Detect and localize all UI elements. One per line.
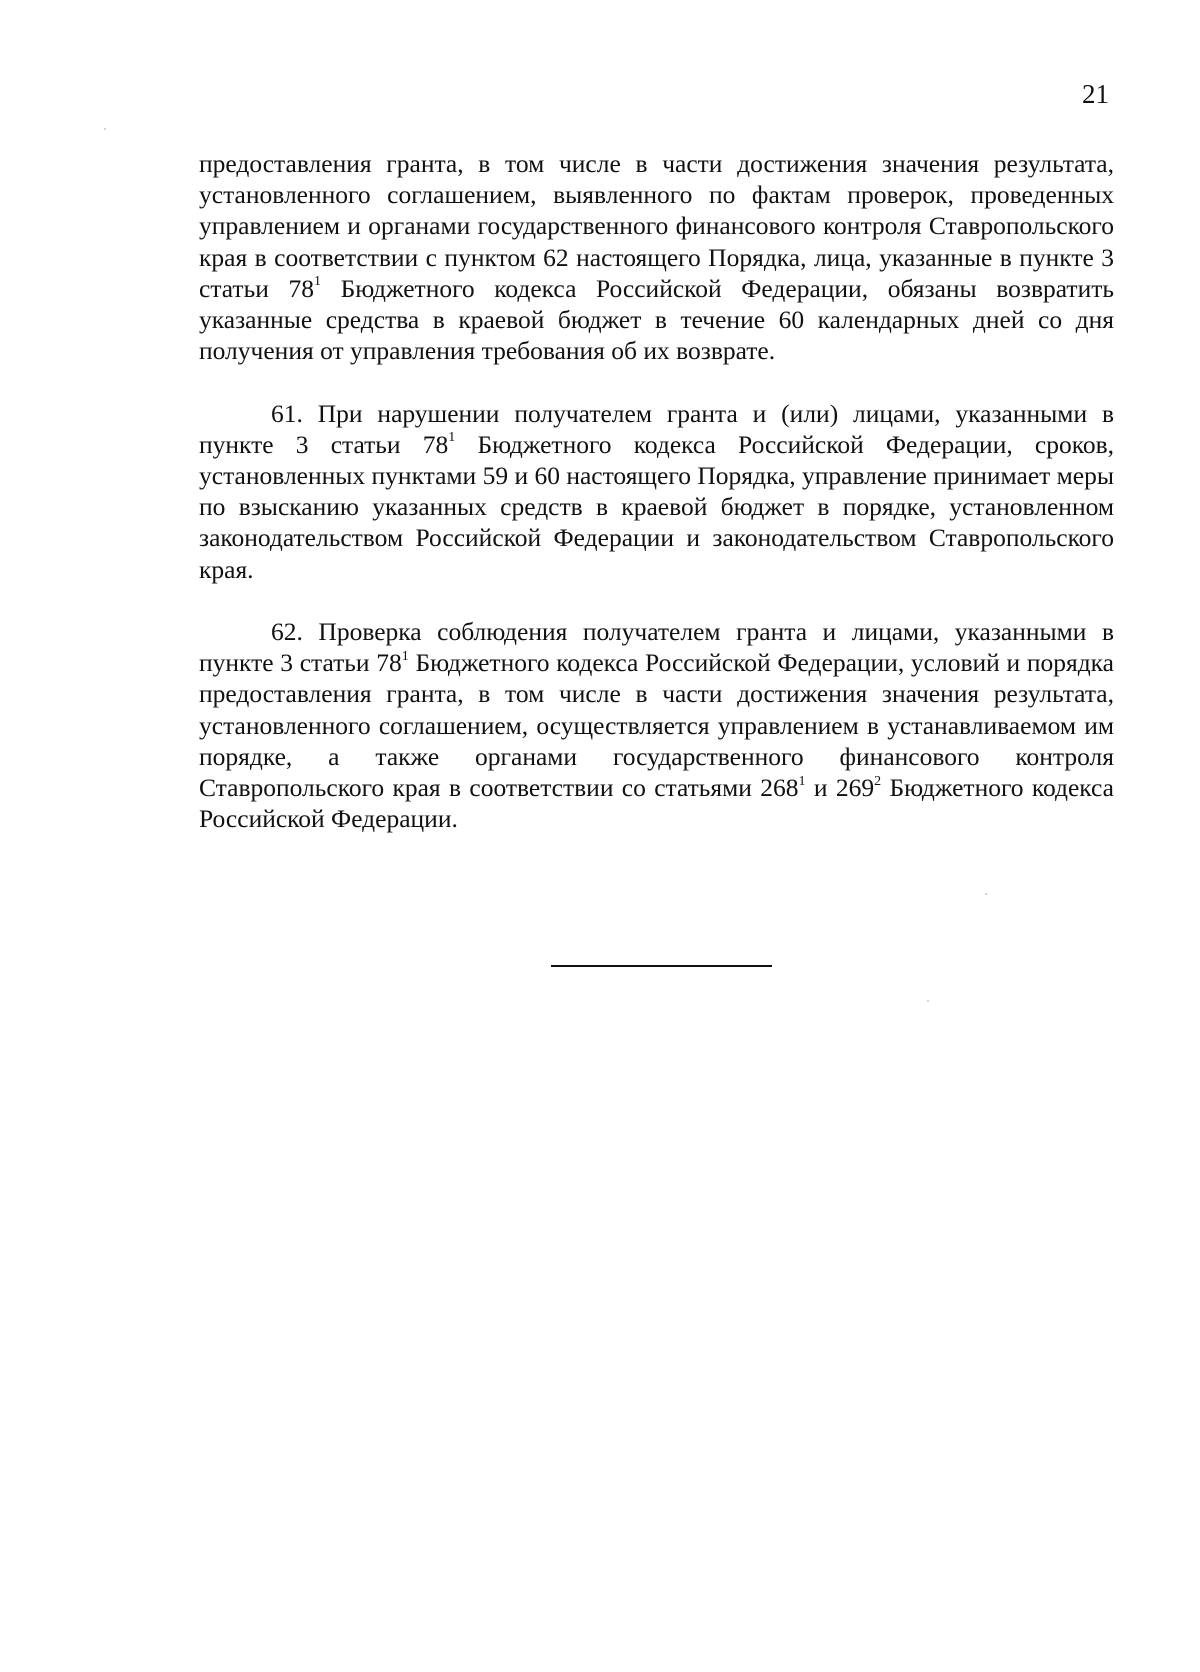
- page-number: 21: [1082, 79, 1109, 109]
- text-run: Бюджетного кодекса Российской Федерации, обязаны возвратить указанные средства в краевой бюджет в течение 60 календарных дней со дня получения от управления требования об их возврате.: [199, 273, 1114, 366]
- scan-speck: [985, 893, 987, 895]
- document-body: [199, 148, 1114, 834]
- end-of-document-rule: [551, 965, 772, 967]
- text-run: предоставления гранта, в том числе в части достижения значения результата, установленного соглашением, выявленного по фактам проверок, проведенных управлением и органами государственного финансового контроля Ставропольского края в соответствии с пунктом 62 настоящего Порядка, лица, указанные в пункте 3 статьи 78: [199, 149, 1114, 303]
- paragraph-61: [199, 398, 1114, 585]
- text-run: Бюджетного кодекса Российской Федерации.: [199, 773, 1114, 834]
- text-run: Бюджетного кодекса Российской Федерации, сроков, установленных пунктами 59 и 60 настоящего Порядка, управление принимает меры по взысканию указанных средств в краевой бюджет в порядке, установленном законодательством Российской Федерации и законодательством Ставропольского края.: [199, 429, 1114, 584]
- paragraph-62: [199, 616, 1114, 834]
- superscript: 2: [874, 773, 882, 789]
- text-run: Бюджетного кодекса Российской Федерации, условий и порядка предоставления гранта, в том числе в части достижения значения результата, установленного соглашением, осуществляется управлением в устанавливаемом им порядке, а также органами государственного финансового контроля Ставропольского края в соответствии со статьями 268: [199, 648, 1114, 803]
- superscript: 1: [798, 773, 806, 789]
- paragraph-continuation: [199, 148, 1114, 366]
- text-run: 61. При нарушении получателем гранта и (или) лицами, указанными в пункте 3 статьи 78: [199, 398, 1114, 459]
- superscript: 1: [313, 274, 321, 290]
- superscript: 1: [401, 648, 409, 664]
- text-run: 62. Проверка соблюдения получателем гранта и лицами, указанными в пункте 3 статьи 78: [199, 617, 1114, 678]
- superscript: 1: [448, 430, 456, 446]
- scan-speck: [927, 1000, 929, 1002]
- text-run: и 269: [805, 773, 875, 803]
- scan-speck: [104, 128, 106, 130]
